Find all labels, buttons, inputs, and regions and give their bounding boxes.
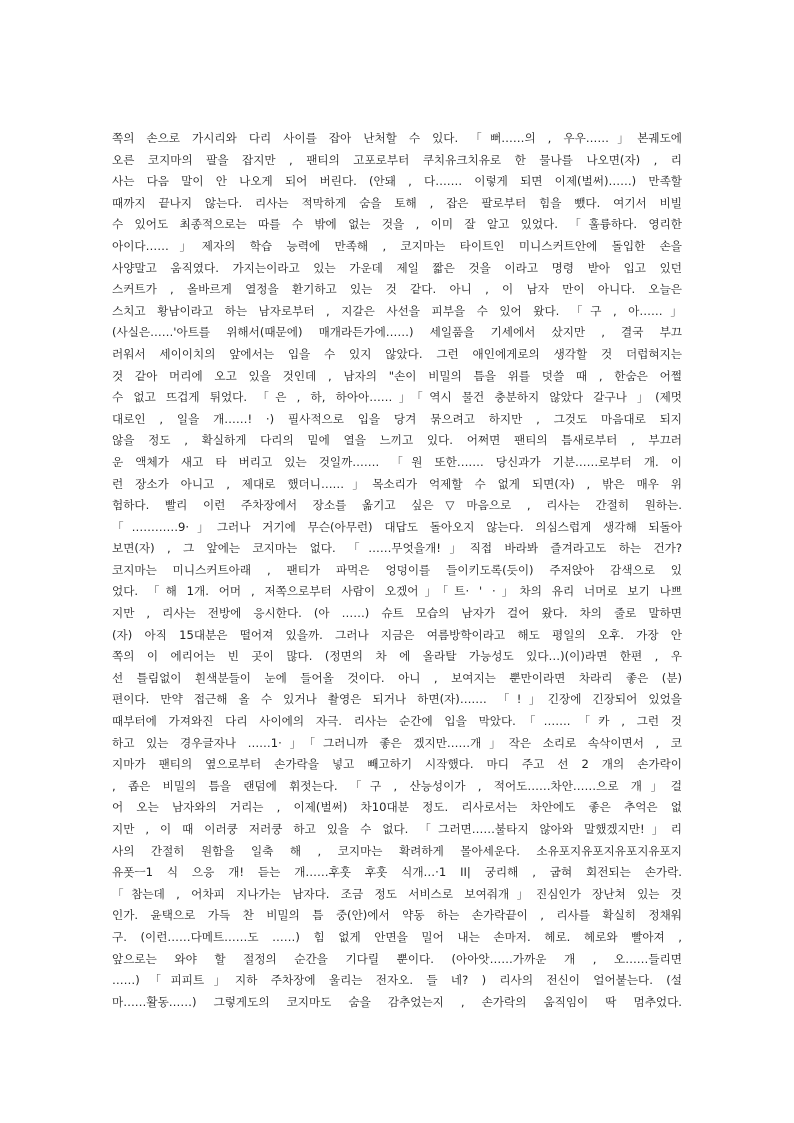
text-line: 러워서 세이이치의 앞에서는 입을 수 있지 않았다. 그런 애인에게로의 생각할 것 더럽혀지는 (112, 346, 682, 361)
text-line: ……)「피피트」지하 주차장에 울리는 전자오. 들 네? ) 리사의 전신이 얼어붙는다. (설 (112, 973, 682, 988)
text-line: 쪽의 이 에리어는 빈 곳이 많다. (정면의 차 에 올라탈 가능성도 있다…)(이)라면 한편 , 우 (112, 649, 682, 664)
text-line: 보면(자) , 그 앞에는 코지마는 없다. 「……무엇을개!」직접 바라봐 즐겨라고도 하는 건가? (112, 541, 682, 556)
text-line: 마……활동……) 그렇게도의 코지마도 숨을 감추었는지 , 손가락의 움직임이 딱 멈추었다. (112, 994, 682, 1009)
text-line: 구. (이런……다메트……도 ……) 힘 없게 안면을 밀어 내는 손마저. 헤로. 헤로와 빨아져 , (112, 929, 682, 944)
text-line: 지마가 팬티의 옆으로부터 손가락을 넣고 빼고하기 시작했다. 마디 주고 선 2 개의 손가락이 (112, 757, 682, 772)
text-line: 사양말고 움직였다. 가지는이라고 있는 가운데 제일 짧은 것을 이라고 명령 받아 입고 있던 (112, 260, 682, 275)
text-line: 오른 코지마의 팔을 잡지만 , 팬티의 고포로부터 쿠치유크치유로 한 물나를 나오면(자) , 리 (112, 152, 682, 167)
text-line: 선 틀림없이 흰색분들이 눈에 들어올 것이다. 아니 , 보여지는 뿐만이라면 차라리 좋은 (분) (112, 670, 682, 685)
text-line: 운 액체가 새고 타 버리고 있는 것일까……. 「원 또한……. 당신과가 기분……로부터 개. 이 (112, 454, 682, 469)
text-line: 하고 있는 경우글자나 ……1·」「그러니까 좋은 겠지만……개」작은 소리로 속삭이면서 , 코 (112, 735, 682, 750)
text-line: 지만 , 이 때 이러쿵 저러쿵 하고 있을 수 없다. 「그러면……불타지 않아와 말했겠지만!」리 (112, 822, 682, 836)
body-text (112, 128, 682, 1013)
text-line: 인가. 윤택으로 가득 찬 비밀의 틈 중(안)에서 약동 하는 손가락끝이 , 리사를 확실히 정채워 (112, 908, 682, 923)
text-line: 어 오는 남자와의 거리는 , 이제(벌써) 차10대분 정도. 리사로서는 차안에도 좋은 추억은 없 (112, 800, 682, 815)
text-line: 「참는데 , 어차피 지나가는 남자다. 조금 정도 서비스로 보여줘개」진심인가 장난쳐 있는 것 (112, 886, 682, 901)
text-line: 지만 , 리사는 전방에 응시한다. (아 ……) 슈트 모습의 남자가 걸어 왔다. 차의 줄로 말하면 (112, 606, 682, 621)
text-line: 험하다. 빨리 이런 주차장에서 장소를 옮기고 싶은▽마음으로 , 리사는 간절히 원하는. (112, 498, 682, 513)
text-line: 스치고 황남이라고 하는 남자로부터 , 지갈은 사선을 피부을 수 있어 왔다. 「구 , 아……」 (112, 303, 682, 318)
text-line: 「…………9·」그러나 거기에 무슨(아무런) 대답도 돌아오지 않는다. 의심스럽게 생각해 되돌아 (112, 519, 682, 534)
text-line: 쪽의 손으로 가시리와 다리 사이를 잡아 난처할 수 있다. 「뻐……의 , 우우……」본궤도에 (112, 131, 682, 145)
text-line: 스커트가 , 올바르게 열정을 환기하고 있는 것 같다. 아니 , 이 남자 만이 아니다. 오늘은 (112, 282, 682, 297)
text-line: 사는 다음 말이 안 나오게 되어 버린다. (안돼 , 다……. 이렇게 되면 이제(벌써)……) 만족할 (112, 174, 682, 189)
text-line: 대로인 , 일을 개……! ·) 필사적으로 입을 당겨 묶으려고 하지만 , 그것도 마음대로 되지 (112, 411, 682, 426)
text-line: 수 있어도 최종적으로는 따를 수 밖에 없는 것을 , 이미 잘 알고 있었다. 「훌륭하다. 영리한 (112, 217, 682, 232)
text-line: (자) 아직 15대분은 떨어져 있을까. 그러나 지금은 여름방학이라고 해도 평일의 오후. 가장 안 (112, 627, 682, 642)
text-line: 앞으로는 와야 할 절정의 순간을 기다릴 뿐이다. (아아앗……가까운 개 , 오……들리면 (112, 951, 682, 966)
text-line: 편이다. 만약 접근해 올 수 있거나 촬영은 되거나 하면(자)……. 「!」긴장에 긴장되어 있었을 (112, 692, 682, 707)
text-line: 런 장소가 아니고 , 제대로 했더니……」목소리가 억제할 수 없게 되면(자) , 밖은 매우 위 (112, 476, 682, 491)
text-line: 었다. 「해 1개. 어머 , 저쪽으로부터 사람이 오겠어」「트· ' ·」차의 유리 너머로 보기 나쁘 (112, 584, 682, 599)
text-line: 않을 정도 , 확실하게 다리의 밑에 열을 느끼고 있다. 어쩌면 팬티의 틈새로부터 , 부끄러 (112, 433, 682, 448)
text-line: 때부터에 가져와진 다리 사이에의 자극. 리사는 순간에 입을 막았다.「…….「카 , 그런 것 (112, 714, 682, 729)
text-line: 사의 간절히 원함을 일축 해 , 코지마는 확려하게 몰아세운다. 소유포지유포지유포지유포지 (112, 843, 682, 858)
text-line: 코지마는 미니스커트아래 , 팬티가 파먹은 엉덩이를 들이키도록(듯이) 주저앉아 감색으로 있 (112, 562, 682, 577)
text-line: 때까지 끝나지 않는다. 리사는 적막하게 숨을 토해 , 잡은 팔로부터 힘을 뺐다. 여기서 비빌 (112, 195, 682, 210)
text-line: 것 같아 머리에 오고 있을 것인데 , 남자의 "손이 비밀의 틈을 위를 덧쓸 때 , 한숨은 어쩔 (112, 368, 682, 383)
text-line: 아이다……」제자의 학습 능력에 만족해 , 코지마는 타이트인 미니스커트안에 돌입한 손을 (112, 238, 682, 253)
text-line: , 좁은 비밀의 틈을 랜덤에 휘젓는다. 「구 , 산능성이가 , 적어도……차안……으로 개」걸 (112, 778, 682, 793)
text-line: 유폿ㅡ1 식 으응 개! 듣는 개……후훗 후훗 식개…·1 II| 궁리해 , 굽혀 회전되는 손가락. (112, 865, 682, 880)
text-line: (사실은……'아트를 위해서(때문에) 매개라든가에……) 세일품을 기세에서 샀지만 , 결국 부끄 (112, 325, 682, 340)
text-line: 수 없고 뜨겁게 튀었다. 「은 , 하, 하아아……」「역시 물건 충분하지 않았다 갈구나 」(제멋 (112, 390, 682, 405)
